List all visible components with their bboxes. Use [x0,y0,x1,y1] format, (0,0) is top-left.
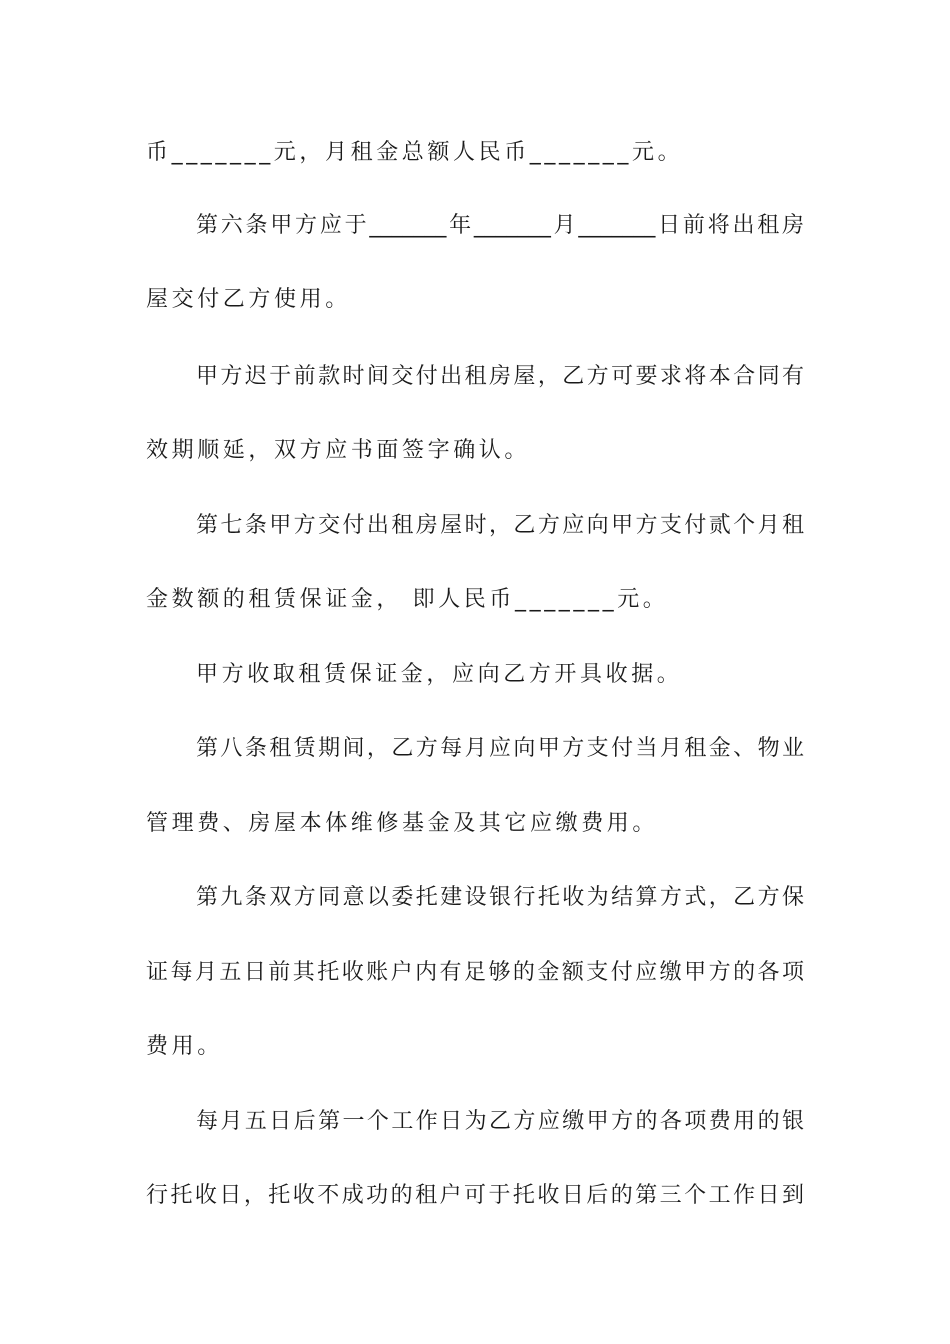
text-line: 效期顺延，双方应书面签字确认。 [146,438,531,463]
text-line: 证每月五日前其托收账户内有足够的金额支付应缴甲方的各项 [146,960,804,985]
text-line: 费用。 [146,1034,223,1059]
text-line: 每月五日后第一个工作日为乙方应缴甲方的各项费用的银 [196,1109,804,1134]
text-line: 屋交付乙方使用。 [146,287,351,312]
text-line: 第九条双方同意以委托建设银行托收为结算方式，乙方保 [196,885,804,910]
text-line: 币_______元，月租金总额人民币_______元。 [146,140,684,165]
text-line: 甲方迟于前款时间交付出租房屋，乙方可要求将本合同有 [196,364,804,389]
text-line: 管理费、房屋本体维修基金及其它应缴费用。 [146,811,659,836]
text-line: 甲方收取租赁保证金，应向乙方开具收据。 [196,662,683,687]
text-line: 第七条甲方交付出租房屋时，乙方应向甲方支付贰个月租 [196,513,804,538]
text-line: 行托收日，托收不成功的租户可于托收日后的第三个工作日到 [146,1183,804,1208]
text-line: 第六条甲方应于_______年_______月_______日前将出租房 [196,213,804,238]
text-line: 金数额的租赁保证金， 即人民币_______元。 [146,587,669,612]
text-line: 第八条租赁期间，乙方每月应向甲方支付当月租金、物业 [196,736,804,761]
